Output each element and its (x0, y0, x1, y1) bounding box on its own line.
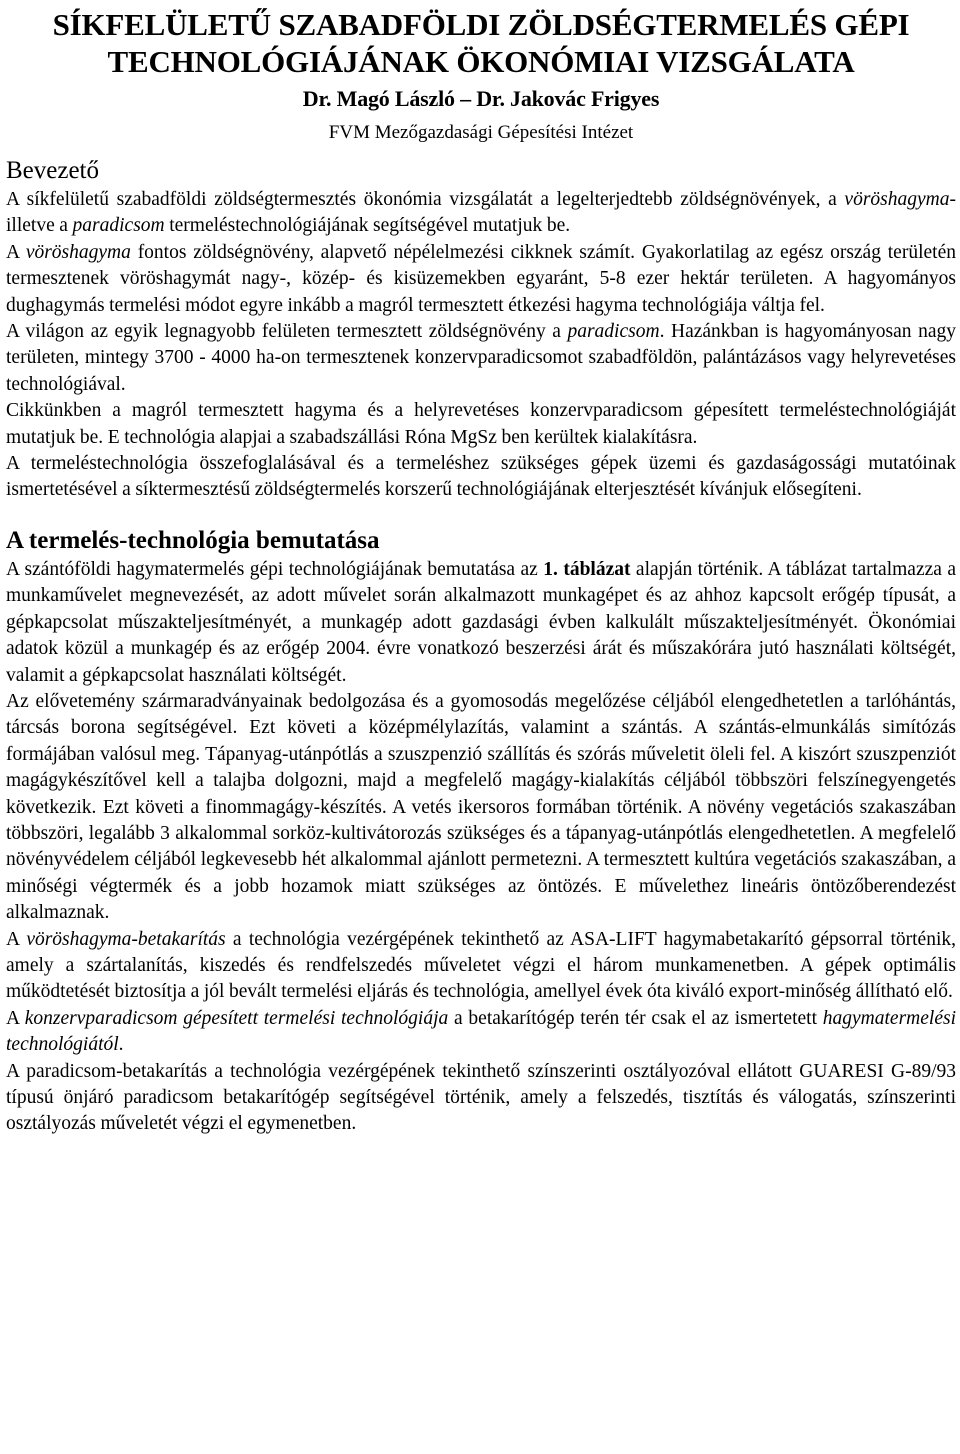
text-run: A termeléstechnológia összefoglalásával és a termeléshez szükséges gépek üzemi és gazdaságossági mutatóinak ismertetésével a síktermesztésű zöldségtermelés korszerű technológiájának elterjesztését kívánjuk elősegíteni. (6, 453, 956, 501)
text-run: A világon az egyik legnagyobb felületen termesztett zöldségnövény a (6, 321, 568, 343)
paragraph (6, 557, 956, 689)
text-run: Cikkünkben a magról termesztett hagyma és a helyrevetéses konzervparadicsom gépesített termeléstechnológiáját mutatjuk be. E technológia alapjai a szabadszállási Róna MgSz ben kerültek kialakításra. (6, 400, 956, 448)
paragraph (6, 398, 956, 451)
italic-text: konzervparadicsom gépesített termelési technológiája (24, 1007, 449, 1029)
italic-text: paradicsom (72, 215, 165, 237)
paragraph (6, 689, 956, 927)
italic-text: vöröshagyma (25, 241, 131, 263)
text-run: A síkfelületű szabadföldi zöldségtermesztés ökonómia vizsgálatát a legelterjedtebb zöldségnövények, a (6, 189, 845, 210)
text-run: A paradicsom-betakarítás a technológia vezérgépének tekinthető színszerinti osztályozóval ellátott GUARESI G-89/93 típusú önjáró paradicsom betakarítógép segítségével történik, amely a felszedés, tisztítás és válogatás, színszerinti osztályozás műveletét végzi el egymenetben. (6, 1060, 956, 1135)
paragraph (6, 1059, 956, 1138)
paragraph (6, 187, 956, 240)
text-run: a technológia vezérgépének tekinthető az ASA-LIFT hagymabetakarító gépsorral történik, amely a szártalanítás, kiszedés és rendfelszedés műveletet végzi el három munkamenetben. A gépek optimális működtetését biztosítja a jól bevált termelési eljárás és technológia, amellyel évek óta kiváló export-minőség állítható elő. (6, 928, 956, 1003)
text-run: termeléstechnológiájának segítségével mutatjuk be. (164, 215, 571, 237)
paragraph (6, 240, 956, 319)
text-run: A (6, 241, 26, 263)
section-body-technology (6, 557, 956, 1138)
bold-text: 1. táblázat (543, 558, 631, 580)
document-title: SÍKFELÜLETŰ SZABADFÖLDI ZÖLDSÉGTERMELÉS GÉPI TECHNOLÓGIÁJÁNAK ÖKONÓMIAI VIZSGÁLATA (52, 7, 910, 79)
authors: Dr. Magó László – Dr. Jakovác Frigyes (302, 86, 660, 111)
paragraph (6, 319, 956, 398)
text-run: illetve a (6, 215, 73, 237)
italic-text: hagymatermelési technológiától (6, 1007, 956, 1056)
text-run: A (6, 1007, 25, 1029)
text-run: . Hazánkban is hagyományosan nagy területen, mintegy 3700 - 4000 ha-on termesztenek konzervparadicsomot szabadföldön, palántázásos vagy helyrevetéses technológiával. (6, 321, 956, 395)
paragraph (6, 927, 956, 1006)
text-run: A szántóföldi hagymatermelés gépi technológiájának bemutatása az (6, 558, 544, 580)
italic-text: paradicsom (567, 321, 660, 343)
paragraph (6, 451, 956, 504)
paragraph (6, 1006, 956, 1059)
italic-text: vöröshagyma- (844, 189, 956, 210)
section-heading-technology: A termelés-technológia bemutatása (6, 526, 380, 554)
text-run: A (6, 928, 27, 950)
section-body-intro (6, 187, 956, 504)
italic-text: vöröshagyma-betakarítás (26, 928, 226, 950)
text-run: alapján történik. A táblázat tartalmazza a munkaművelet megnevezését, az adott művelet során alkalmazott munkagépet és az ahhoz kapcsolt erőgép típusát, a gépkapcsolat műszakteljesítményét, a munkagép adott gazdasági évben kalkulált műszakteljesítményét. Ökonómiai adatok közül a munkagép és az erőgép 2004. évre vonatkozó beszerzési árát és műszakórára jutó használati költségét, valamit a gépkapcsolat használati költségét. (6, 558, 956, 686)
text-run: a betakarítógép terén tér csak el az ismertetett (448, 1007, 823, 1029)
text-run: fontos zöldségnövény, alapvető népélelmezési cikknek számít. Gyakorlatilag az egész ország területén termesztenek vöröshagymát nagy-, közép- és kisüzemekben egyaránt, 5-8 ezer hektár területen. A hagyományos dughagymás termelési módot egyre inkább a magról termesztett étkezési hagyma technológiája váltja fel. (6, 241, 956, 316)
text-run: . (118, 1034, 124, 1056)
institute: FVM Mezőgazdasági Gépesítési Intézet (328, 122, 634, 143)
text-run: Az elővetemény szármaradványainak bedolgozása és a gyomosodás megelőzése céljából elengedhetetlen a tarlóhántás, tárcsás borona segítségével. Ezt követi a középmélylazítás, valamint a szántás. A szántás-elmunkálás simítózás formájában valósul meg. Tápanyag-utánpótlás a szuszpenzió szállítás és szórás műveletit öleli fel. A kiszórt szuszpenziót magágykészítővel kell a talajba dolgozni, majd a megfelelő magágy-kialakítás céljából többszöri felszínegyengetés következik. Ezt követi a finommagágy-készítés. A vetés ikersoros formában történik. A növény vegetációs szakaszában többszöri, legalább 3 alkalommal sorköz-kultivátorozás szükséges és a tápanyag-utánpótlás elengedhetetlen. A megfelelő növényvédelem céljából legkevesebb hét alkalommal ajánlott permetezni. A termesztett kultúra vegetációs szakaszában, a minőségi végtermék és a jobb hozamok miatt szükséges az öntözés. E művelethez lineáris öntözőberendezést alkalmaznak. (6, 690, 956, 924)
section-heading-intro: Bevezető (6, 157, 100, 184)
